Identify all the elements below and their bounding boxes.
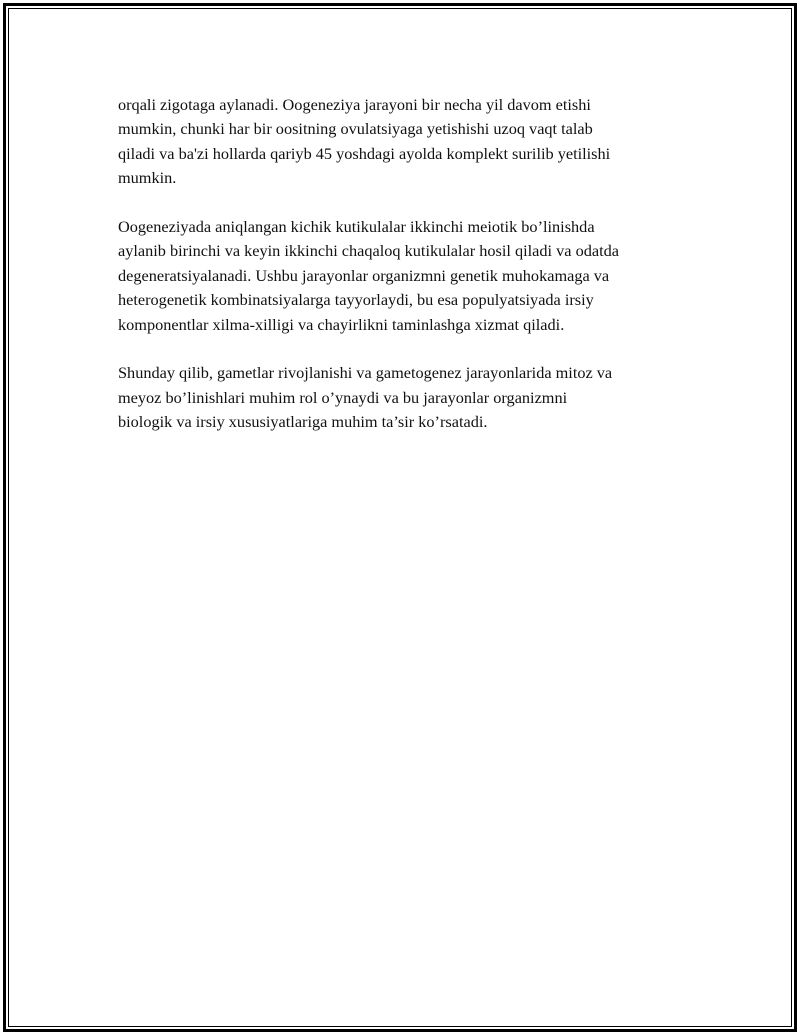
paragraph-3: Shunday qilib, gametlar rivojlanishi va gametogenez jarayonlarida mitoz va meyoz bo’linishlari muhim rol o’ynaydi va bu jarayonlar organizmni biologik va irsiy xususiyatlariga muhim ta’sir ko’rsatadi. [118,363,613,432]
document-body [118,93,708,459]
paragraph-1: orqali zigotaga aylanadi. Oogeneziya jarayoni bir necha yil davom etishi mumkin, chunki har bir oositning ovulatsiyaga yetishishi uzoq vaqt talab qiladi va ba'zi hollarda qariyb 45 yoshdagi ayolda komplekt surilib yetilishi mumkin. [118,95,611,188]
paragraph-2: Oogeneziyada aniqlangan kichik kutikulalar ikkinchi meiotik bo’linishda aylanib birinchi va keyin ikkinchi chaqaloq kutikulalar hosil qiladi va odatda degeneratsiyalanadi. Ushbu jarayonlar organizmni genetik muhokamaga va heterogenetik kombinatsiyalarga tayyorlaydi, bu esa populyatsiyada irsiy komponentlar xilma-xilligi va chayirlikni taminlashga xizmat qiladi. [118,217,619,334]
